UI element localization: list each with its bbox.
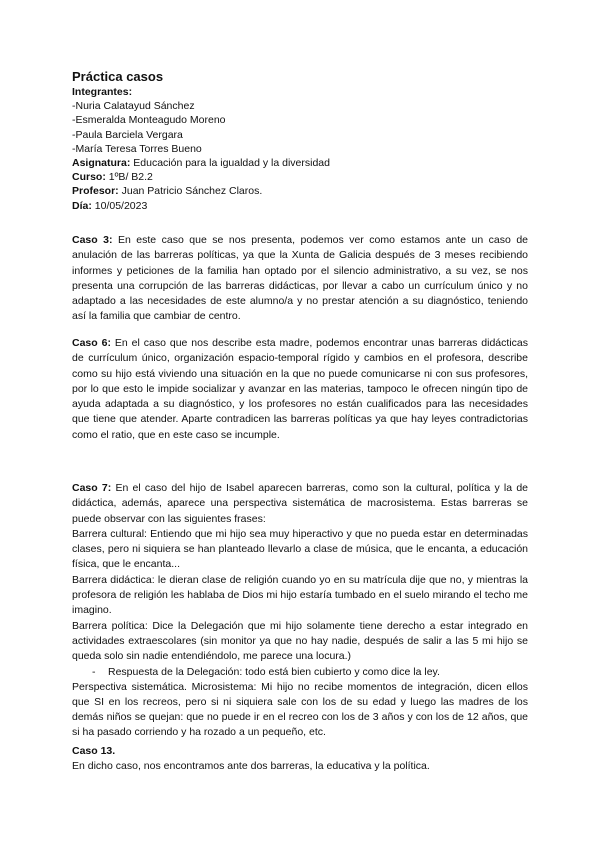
date-label: Día: xyxy=(72,199,92,212)
case-3-label: Caso 3: xyxy=(72,234,113,246)
members-label: Integrantes: xyxy=(72,86,133,98)
case-3-paragraph xyxy=(72,233,528,325)
member-4: -María Teresa Torres Bueno xyxy=(72,142,202,155)
case-7-intro-paragraph xyxy=(72,481,528,527)
case-6-label: Caso 6: xyxy=(72,337,111,349)
case-6-paragraph xyxy=(72,336,528,443)
case-7-bullet-list xyxy=(72,665,528,680)
case-13-label: Caso 13. xyxy=(72,745,116,757)
teacher-line xyxy=(72,184,528,198)
case-13-text: En dicho caso, nos encontramos ante dos barreras, la educativa y la política. xyxy=(72,760,430,773)
date-line xyxy=(72,199,528,213)
case-7-didactic: Barrera didáctica: le dieran clase de religión cuando yo en su matrícula dije que no, y mientras la profesora de religión les hablaba de Dios mi hijo estaría tumbado en el suelo mirando el techo me imagino. xyxy=(72,573,528,617)
course-line xyxy=(72,170,528,184)
subject-label: Asignatura: xyxy=(72,157,131,170)
course-label: Curso: xyxy=(72,171,106,184)
subject-value: Educación para la igualdad y la diversidad xyxy=(130,157,330,170)
member-2: -Esmeralda Monteagudo Moreno xyxy=(72,114,226,127)
date-value: 10/05/2023 xyxy=(91,199,148,212)
case-3-text: En este caso que se nos presenta, podemos ver como estamos ante un caso de anulación de las barreras políticas, ya que la Xunta de Galicia después de 3 meses recibiendo informes y peticiones de la familia han optado por el silencio administrativo, a su vez, se nos presenta una corrupción de las barreras didácticas, por llevar a cabo un currículum único y no adaptado a las necesidades de este alumno/a y no prestar atención a su diagnóstico, teniendo así la familia que cambiar de centro. xyxy=(72,234,528,323)
case-7-cultural: Barrera cultural: Entiendo que mi hijo sea muy hiperactivo y que no pueda estar en determinadas clases, pero ni siquiera se han planteado llevarlo a clase de música, que le encanta, a educación física, que le encanta... xyxy=(72,527,528,571)
case-7-political: Barrera política: Dice la Delegación que mi hijo solamente tiene derecho a estar integrado en actividades extraescolares (sin monitor ya que no hay nadie, después de salir a las 5 mi hijo se queda solo sin nadie entendiéndolo, me parece una locura.) xyxy=(72,619,528,663)
member-3: -Paula Barciela Vergara xyxy=(72,128,183,141)
teacher-label: Profesor: xyxy=(72,185,119,198)
case-13-section xyxy=(72,744,528,775)
header-block xyxy=(72,68,528,213)
course-value: 1ºB/ B2.2 xyxy=(105,171,153,184)
case-7-intro: En el caso del hijo de Isabel aparecen barreras, como son la cultural, política y la de didáctica, además, aparece una perspectiva sistemática de macrosistema. Estas barreras se puede observar con las siguientes frases: xyxy=(72,482,528,525)
document-page xyxy=(72,68,528,773)
case-3-section xyxy=(72,233,528,325)
case-7-label: Caso 7: xyxy=(72,482,112,494)
case-7-section xyxy=(72,481,528,741)
teacher-value: Juan Patricio Sánchez Claros. xyxy=(118,185,263,198)
case-6-section xyxy=(72,336,528,443)
case-6-text: En el caso que nos describe esta madre, podemos encontrar unas barreras didácticas de currículum único, organización espacio-temporal rígido y cambios en el profesora, describe como su hijo está viviendo una situación en la que no puede comunicarse ni con sus profesores, por lo que esto le impide socializar y avanzar en las materias, tampoco le ofrecen ningún tipo de ayuda adaptada a su diagnóstico, y los profesores no están cualificados para las necesidades que tiene que atender. Aparte contradicen las barreras políticas ya que hay leyes contradictorias como el ratio, que en este caso se incumple. xyxy=(72,337,528,441)
case-7-bullet-item: - Respuesta de la Delegación: todo está bien cubierto y como dice la ley. xyxy=(92,665,528,680)
member-1: -Nuria Calatayud Sánchez xyxy=(72,100,195,113)
subject-line xyxy=(72,156,528,170)
document-title: Práctica casos xyxy=(72,69,164,84)
case-7-systemic: Perspectiva sistemática. Microsistema: Mi hijo no recibe momentos de integración, dicen ellos que SI en los recreos, pero si ni siquiera sale con los de su edad y luego las madres de los demás niños se quejan: que no puede ir en el recreo con los de 3 años y con los de 12 años, que si ha pasado corriendo y ha rozado a un pequeño, etc. xyxy=(72,680,528,739)
